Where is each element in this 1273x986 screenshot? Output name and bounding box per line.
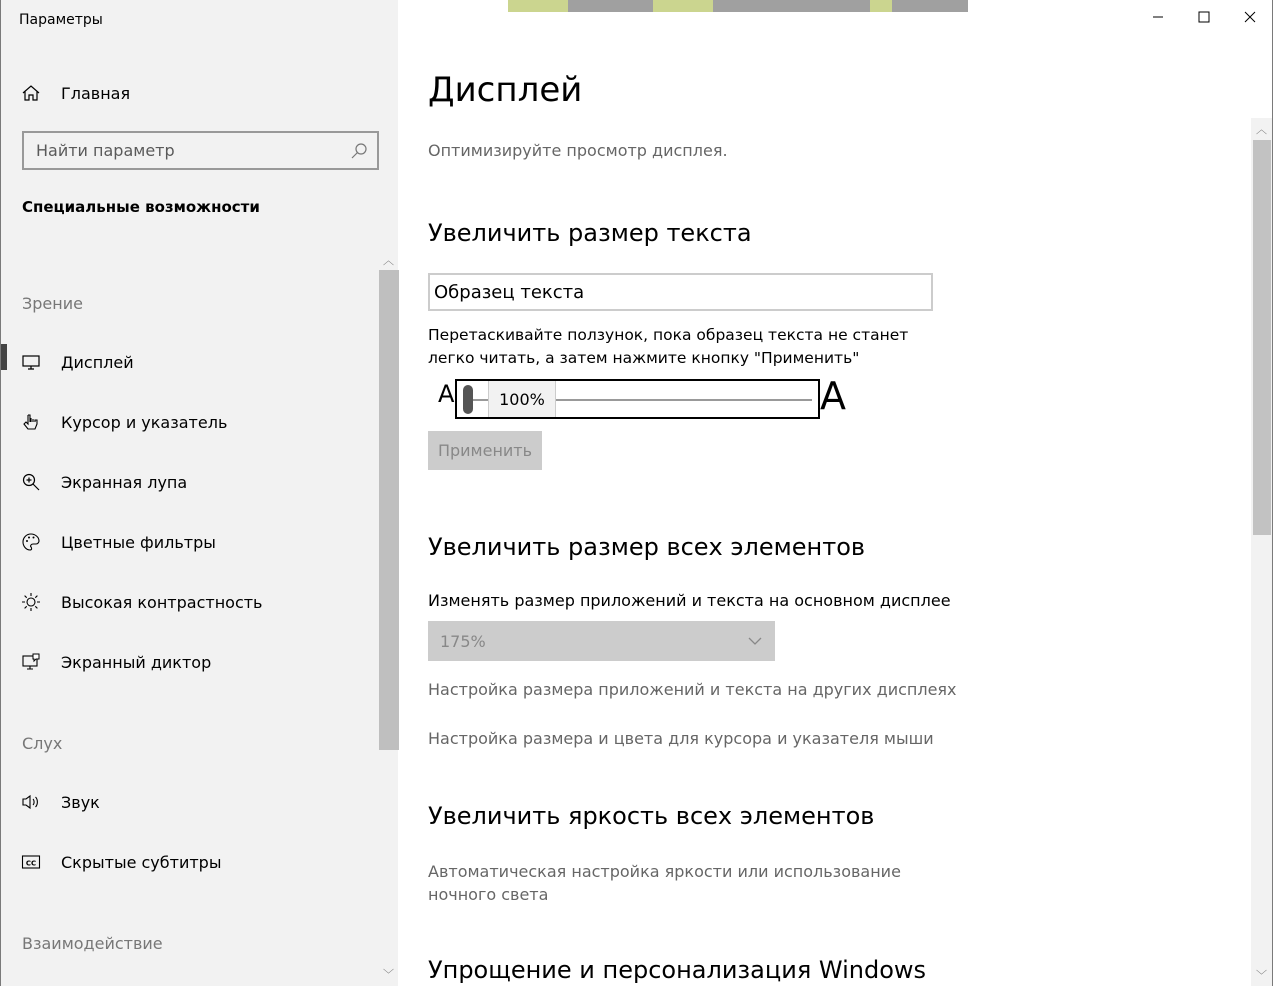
sidebar-scrollbar[interactable] bbox=[379, 250, 399, 986]
page-subtitle: Оптимизируйте просмотр дисплея. bbox=[428, 141, 728, 160]
scale-dropdown[interactable] bbox=[428, 621, 775, 661]
narrator-icon bbox=[21, 652, 41, 672]
section-title: Специальные возможности bbox=[22, 198, 260, 216]
svg-text:CC: CC bbox=[25, 859, 37, 868]
group-label-vision: Зрение bbox=[22, 294, 83, 313]
scale-label: Изменять размер приложений и текста на основном дисплее bbox=[428, 591, 951, 610]
cc-icon bbox=[21, 852, 41, 872]
text-size-slider[interactable] bbox=[455, 379, 820, 419]
scroll-down-icon[interactable]: ﹀ bbox=[1256, 969, 1267, 982]
page-title: Дисплей bbox=[428, 70, 583, 110]
search-input[interactable] bbox=[24, 141, 349, 160]
minimize-icon bbox=[1148, 7, 1168, 27]
sidebar-item-color-filters[interactable] bbox=[1, 522, 376, 562]
monitor-icon bbox=[21, 352, 41, 372]
search-box[interactable] bbox=[22, 131, 379, 170]
slider-value-tooltip: 100% bbox=[488, 381, 556, 417]
sidebar-item-captions[interactable] bbox=[1, 842, 376, 882]
cursor-settings-link[interactable]: Настройка размера и цвета для курсора и указателя мыши bbox=[428, 729, 934, 748]
scroll-down-icon[interactable]: ﹀ bbox=[383, 968, 394, 981]
apply-button[interactable]: Применить bbox=[428, 431, 542, 470]
close-button[interactable] bbox=[1227, 0, 1273, 34]
sidebar bbox=[0, 0, 398, 986]
magnifier-icon bbox=[21, 472, 41, 492]
text-size-hint: Перетаскивайте ползунок, пока образец текста не станет легко читать, а затем нажмите кнопку "Применить" bbox=[428, 326, 909, 367]
search-icon[interactable] bbox=[349, 141, 369, 161]
main-scrollbar[interactable] bbox=[1251, 118, 1273, 986]
other-displays-link[interactable]: Настройка размера приложений и текста на других дисплеях bbox=[428, 680, 957, 699]
sidebar-item-label: Звук bbox=[61, 792, 100, 812]
sun-icon bbox=[21, 592, 41, 612]
scroll-up-icon[interactable]: ︿ bbox=[1256, 123, 1267, 136]
speaker-icon bbox=[21, 792, 41, 812]
sidebar-item-label: Экранный диктор bbox=[61, 652, 212, 672]
all-size-heading: Увеличить размер всех элементов bbox=[428, 533, 866, 561]
slider-max-label: A bbox=[820, 374, 846, 418]
app-title: Параметры bbox=[19, 12, 103, 28]
home-label: Главная bbox=[61, 83, 131, 103]
home-icon bbox=[21, 83, 41, 103]
sidebar-item-label: Курсор и указатель bbox=[61, 412, 228, 432]
simplify-heading: Упрощение и персонализация Windows bbox=[428, 956, 927, 984]
nav-list bbox=[1, 250, 399, 986]
maximize-icon bbox=[1194, 7, 1214, 27]
window-controls bbox=[1135, 0, 1273, 34]
text-size-heading: Увеличить размер текста bbox=[428, 219, 752, 247]
minimize-button[interactable] bbox=[1135, 0, 1181, 34]
sidebar-item-audio[interactable] bbox=[1, 782, 376, 822]
maximize-button[interactable] bbox=[1181, 0, 1227, 34]
sidebar-item-cursor[interactable] bbox=[1, 402, 376, 442]
close-icon bbox=[1240, 7, 1260, 27]
sidebar-item-magnifier[interactable] bbox=[1, 462, 376, 502]
scrollbar-thumb[interactable] bbox=[379, 270, 399, 750]
sidebar-item-narrator[interactable] bbox=[1, 642, 376, 682]
sidebar-item-label: Высокая контрастность bbox=[61, 592, 263, 612]
sidebar-item-label: Экранная лупа bbox=[61, 472, 188, 492]
pointer-icon bbox=[21, 412, 41, 432]
home-nav-item[interactable] bbox=[21, 80, 130, 106]
main-content bbox=[398, 0, 1273, 986]
sidebar-item-label: Дисплей bbox=[61, 352, 134, 372]
sidebar-item-label: Цветные фильтры bbox=[61, 532, 216, 552]
brightness-heading: Увеличить яркость всех элементов bbox=[428, 802, 875, 830]
scroll-up-icon[interactable]: ︿ bbox=[383, 254, 394, 267]
group-label-hearing: Слух bbox=[22, 734, 63, 753]
sidebar-item-display[interactable] bbox=[1, 342, 376, 382]
slider-min-label: A bbox=[438, 380, 455, 408]
sample-text-box: Образец текста bbox=[428, 273, 933, 311]
chevron-down-icon bbox=[745, 631, 765, 651]
sidebar-item-high-contrast[interactable] bbox=[1, 582, 376, 622]
slider-thumb[interactable] bbox=[463, 385, 473, 414]
group-label-interaction: Взаимодействие bbox=[22, 934, 163, 953]
palette-icon bbox=[21, 532, 41, 552]
scrollbar-thumb[interactable] bbox=[1253, 140, 1271, 535]
brightness-link[interactable]: Автоматическая настройка яркости или использование ночного света bbox=[428, 862, 901, 904]
scale-dropdown-value: 175% bbox=[440, 631, 486, 651]
sidebar-item-label: Скрытые субтитры bbox=[61, 852, 222, 872]
